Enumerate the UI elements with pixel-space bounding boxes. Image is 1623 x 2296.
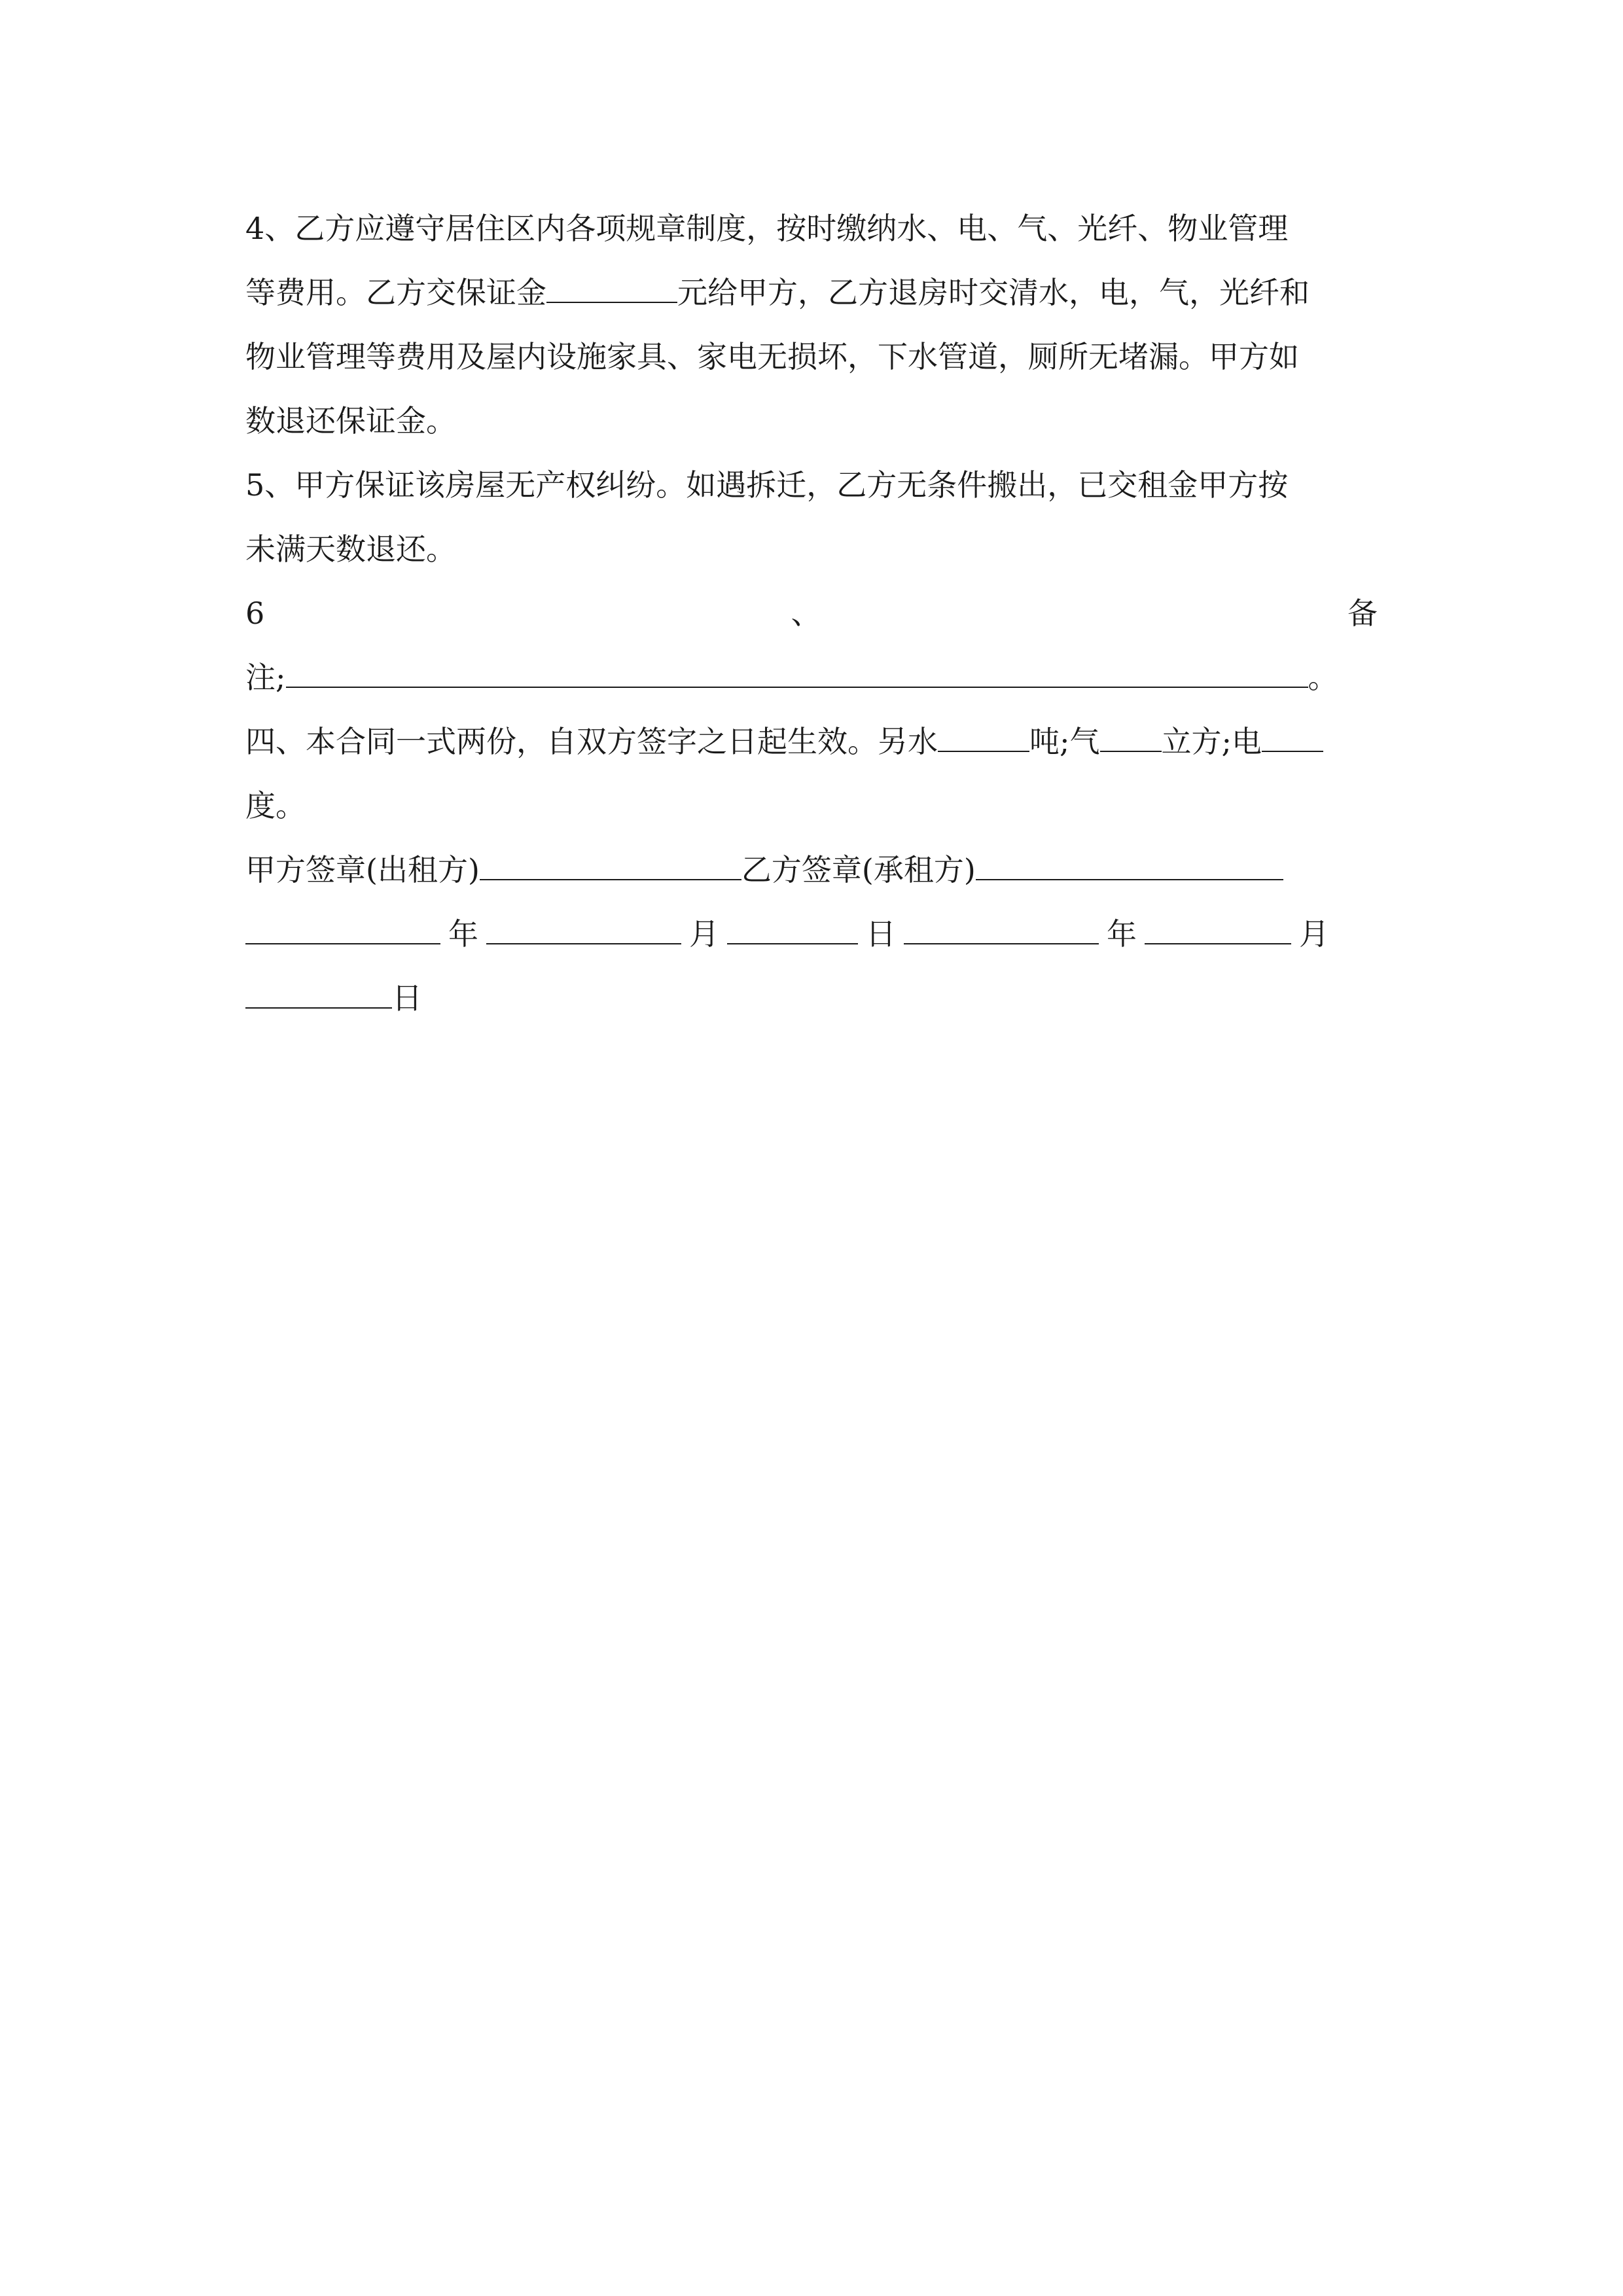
party-a-year-blank[interactable] bbox=[245, 917, 440, 944]
clause-6-label-start: 备 bbox=[1347, 596, 1378, 631]
clause-6-remarks-row bbox=[245, 645, 1338, 709]
clause-four-line-2: 度。 bbox=[245, 788, 306, 823]
signature-row bbox=[245, 838, 1283, 902]
clause-4-line-1: 4、乙方应遵守居住区内各项规章制度，按时缴纳水、电、气、光纤、物业管理 bbox=[245, 211, 1289, 246]
water-amount-blank[interactable] bbox=[938, 725, 1029, 752]
date-row bbox=[245, 902, 1378, 966]
clause-5-line-2: 未满天数退还。 bbox=[245, 531, 456, 567]
gas-unit: 立方;电 bbox=[1161, 724, 1262, 759]
clause-four-line-1 bbox=[245, 709, 1323, 774]
clause-6-separator: 、 bbox=[791, 596, 821, 631]
party-b-day-blank[interactable] bbox=[245, 981, 392, 1009]
water-unit: 吨;气 bbox=[1029, 724, 1100, 759]
clause-6-end-mark: 。 bbox=[1308, 660, 1338, 695]
party-b-signature-blank[interactable] bbox=[976, 853, 1283, 880]
clause-6-number: 6 bbox=[245, 596, 265, 631]
party-a-month-label: 月 bbox=[689, 916, 719, 952]
party-b-month-label: 月 bbox=[1299, 916, 1329, 952]
party-a-day-label: 日 bbox=[866, 916, 896, 952]
clause-5-line-1: 5、甲方保证该房屋无产权纠纷。如遇拆迁，乙方无条件搬出，已交租金甲方按 bbox=[245, 467, 1289, 503]
party-a-month-blank[interactable] bbox=[486, 917, 681, 944]
party-b-year-blank[interactable] bbox=[904, 917, 1099, 944]
clause-4-line-4: 数退还保证金。 bbox=[245, 403, 456, 439]
gas-amount-blank[interactable] bbox=[1100, 725, 1162, 752]
date-row-2 bbox=[245, 966, 422, 1030]
clause-four-text: 四、本合同一式两份，自双方签字之日起生效。另水 bbox=[245, 724, 938, 759]
party-b-day-label: 日 bbox=[392, 980, 422, 1016]
party-a-signature-label: 甲方签章(出租方) bbox=[245, 852, 480, 888]
clause-4-line-2 bbox=[245, 260, 1310, 325]
party-b-month-blank[interactable] bbox=[1145, 917, 1291, 944]
clause-4-line-3: 物业管理等费用及屋内设施家具、家电无损坏，下水管道，厕所无堵漏。甲方如 bbox=[245, 339, 1299, 374]
deposit-amount-blank[interactable] bbox=[546, 276, 677, 303]
party-a-year-label: 年 bbox=[448, 916, 478, 952]
remarks-blank[interactable] bbox=[286, 660, 1308, 688]
party-b-year-label: 年 bbox=[1107, 916, 1137, 952]
clause-6-label-end: 注; bbox=[245, 660, 286, 695]
party-b-signature-label: 乙方签章(承租方) bbox=[741, 852, 976, 888]
clause-4-deposit-rest: 元给甲方，乙方退房时交清水，电，气，光纤和 bbox=[677, 275, 1310, 310]
clause-6-heading-row bbox=[245, 581, 1378, 645]
party-a-day-blank[interactable] bbox=[727, 917, 858, 944]
electricity-amount-blank[interactable] bbox=[1262, 725, 1323, 752]
clause-4-deposit-label: 等费用。乙方交保证金 bbox=[245, 275, 546, 310]
party-a-signature-blank[interactable] bbox=[480, 853, 741, 880]
